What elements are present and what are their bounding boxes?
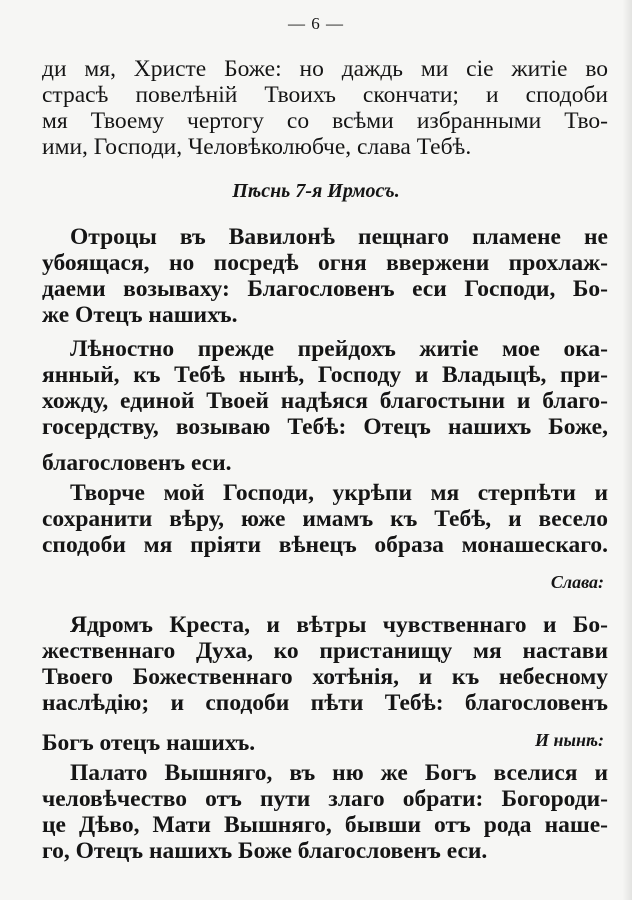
now-rubric: И нынѣ: [535,730,604,750]
text-line: страсѣ повелѣній Твоихъ скончати; и сподоби [42,82,608,108]
text-line: Творче мой Господи, укрѣпи мя стерпѣти и [70,480,608,506]
text-line: человѣчество отъ пути злаго обрати: Богороди- [42,786,608,812]
page-number: — 6 — [288,14,344,33]
text-line: наслѣдію; и сподоби пѣти Тебѣ: благословенъ [42,690,608,716]
text-line: це Дѣво, Мати Вышняго, бывши отъ рода наше- [42,812,608,838]
text-line: благословенъ еси. [42,450,232,476]
text-line: Богъ отецъ нашихъ. [42,730,256,756]
text-line: Лѣностно прежде прейдохъ житіе мое ока- [70,336,608,362]
text-line: ди мя, Христе Боже: но даждь ми сіе житіе во [42,56,608,82]
text-line: Отроцы въ Вавилонѣ пещнаго пламене не [70,224,608,250]
ode-heading: Пѣснь 7-я Ирмосъ. [232,180,400,202]
text-line: жественнаго Духа, ко пристанищу мя настави [42,638,608,664]
text-line: Ядромъ Креста, и вѣтры чувственнаго и Бо- [70,612,608,638]
page-edge-shadow [622,0,632,900]
text-line: же Отецъ нашихъ. [42,302,238,328]
text-line: убоящася, но посредѣ огня ввержени прохлаж- [42,250,608,276]
glory-rubric: Слава: [550,572,604,592]
text-line: ими, Господи, Человѣколюбче, слава Тебѣ. [42,134,472,160]
text-line: сохранити вѣру, юже имамъ къ Тебѣ, и весело [42,506,608,532]
text-line: янный, къ Тебѣ нынѣ, Господу и Владыцѣ, при- [42,362,608,388]
text-line: мя Твоему чертогу со всѣми избранными Тво- [42,108,608,134]
text-line: Твоего Божественнаго хотѣнія, и къ небесному [42,664,608,690]
text-line: го, Отецъ нашихъ Боже благословенъ еси. [42,838,488,864]
text-line: сподоби мя пріяти вѣнецъ образа монашескаго. [42,532,608,558]
text-line: хожду, единой Твоей надѣяся благостыни и благо- [42,388,608,414]
text-line: даеми возываху: Благословенъ еси Господи, Бо- [42,276,608,302]
text-line: госердству, возываю Тебѣ: Отецъ нашихъ Боже, [42,414,608,440]
text-line: Палато Вышняго, въ ню же Богъ вселися и [70,760,608,786]
